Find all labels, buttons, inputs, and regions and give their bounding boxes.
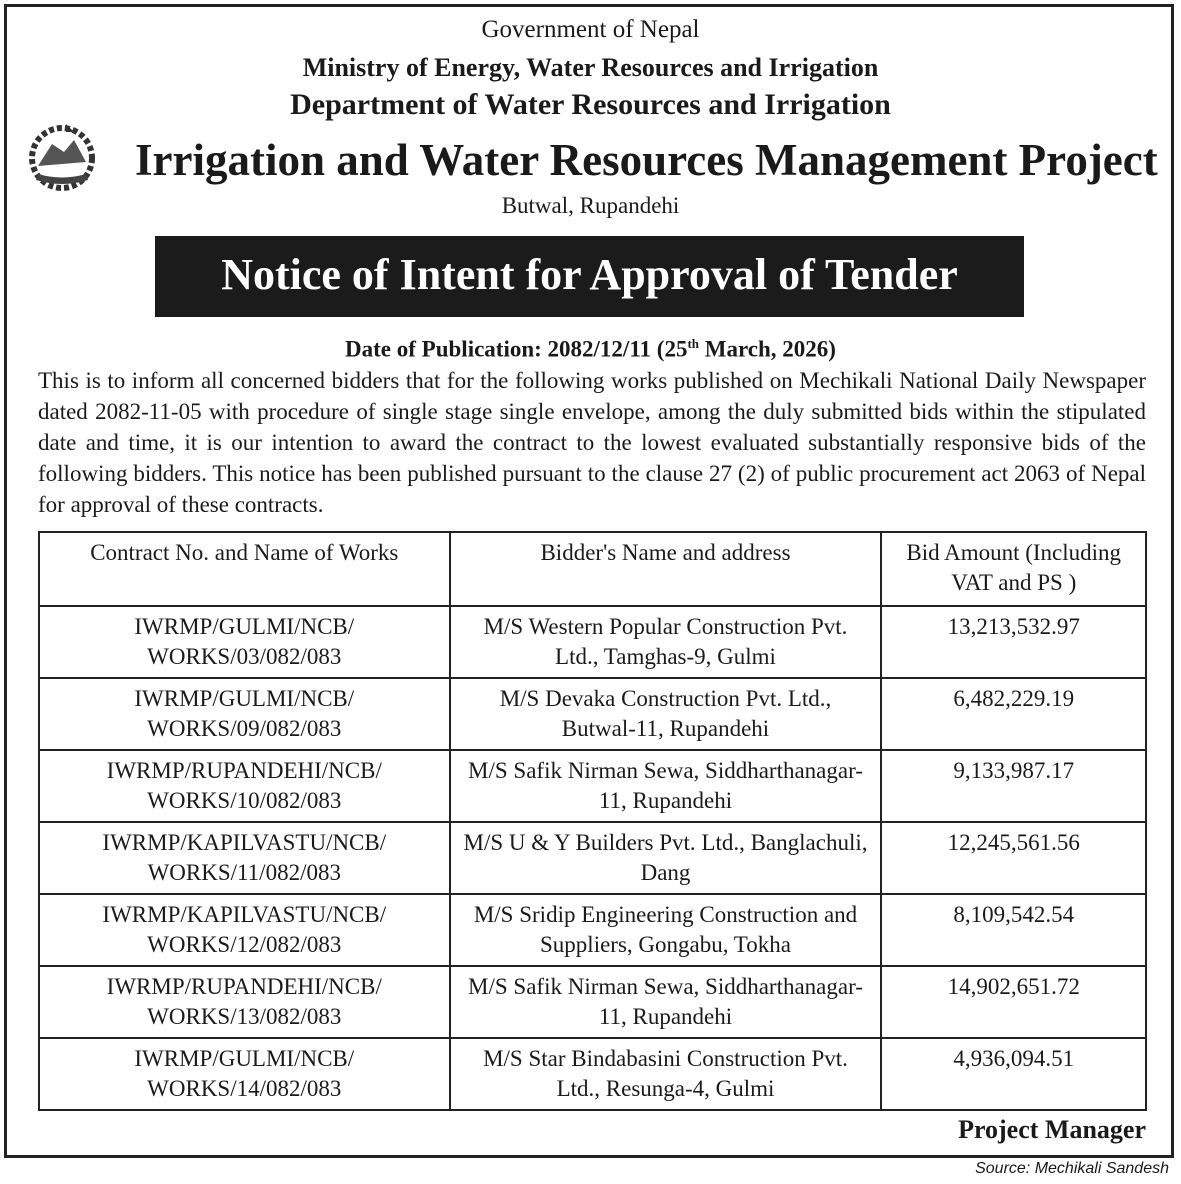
table-row [39, 678, 1146, 750]
header-contract: Contract No. and Name of Works [39, 532, 450, 606]
nepal-emblem-icon [22, 118, 102, 194]
government-heading: Government of Nepal [481, 16, 700, 43]
contract-cell: IWRMP/GULMI/NCB/ WORKS/03/082/083 [39, 606, 450, 678]
amount-cell: 13,213,532.97 [881, 606, 1146, 678]
table-row [39, 606, 1146, 678]
date-sup: th [687, 336, 700, 351]
contract-cell: IWRMP/GULMI/NCB/ WORKS/09/082/083 [39, 678, 450, 750]
amount-cell: 9,133,987.17 [881, 750, 1146, 822]
header-bidder: Bidder's Name and address [450, 532, 882, 606]
ministry-heading: Ministry of Energy, Water Resources and Irrigation [302, 53, 879, 82]
amount-cell: 14,902,651.72 [881, 966, 1146, 1038]
bidder-cell: M/S Safik Nirman Sewa, Siddharthanagar-11, Rupandehi [450, 750, 882, 822]
date-suffix: March, 2026) [699, 336, 836, 362]
amount-cell: 12,245,561.56 [881, 822, 1146, 894]
table-row [39, 894, 1146, 966]
table-row [39, 822, 1146, 894]
date-prefix: Date of Publication: 2082/12/11 (25 [345, 336, 688, 362]
amount-cell: 4,936,094.51 [881, 1038, 1146, 1110]
project-heading: Irrigation and Water Resources Management Project [135, 135, 1158, 185]
amount-cell: 8,109,542.54 [881, 894, 1146, 966]
bidder-cell: M/S U & Y Builders Pvt. Ltd., Banglachuli, Dang [450, 822, 882, 894]
department-heading: Department of Water Resources and Irrigation [290, 88, 891, 121]
table-row [39, 1038, 1146, 1110]
bidder-cell: M/S Devaka Construction Pvt. Ltd., Butwal-11, Rupandehi [450, 678, 882, 750]
location-text: Butwal, Rupandehi [501, 193, 680, 218]
bidder-cell: M/S Western Popular Construction Pvt. Ltd., Tamghas-9, Gulmi [450, 606, 882, 678]
header-amount: Bid Amount (Including VAT and PS ) [881, 532, 1146, 606]
signatory: Project Manager [958, 1115, 1146, 1144]
bidder-cell: M/S Star Bindabasini Construction Pvt. Ltd., Resunga-4, Gulmi [450, 1038, 882, 1110]
notice-body: This is to inform all concerned bidders that for the following works published on Mechikali National Daily Newspaper dated 2082-11-05 with procedure of single stage single envelope, among the duly submitted bids within the stipulated date and time, it is our intention to award the contract to the lowest evaluated substantially responsive bids of the following bidders. This notice has been published pursuant to the clause 27 (2) of public procurement act 2063 of Nepal for approval of these contracts. [38, 368, 1146, 517]
bidder-cell: M/S Sridip Engineering Construction and Suppliers, Gongabu, Tokha [450, 894, 882, 966]
table-header-row [39, 532, 1146, 606]
notice-title: Notice of Intent for Approval of Tender [155, 236, 1024, 317]
contract-cell: IWRMP/RUPANDEHI/NCB/ WORKS/13/082/083 [39, 966, 450, 1038]
publication-date [0, 336, 1181, 363]
source-credit: Source: Mechikali Sandesh [975, 1160, 1169, 1177]
contract-cell: IWRMP/RUPANDEHI/NCB/ WORKS/10/082/083 [39, 750, 450, 822]
table-row [39, 966, 1146, 1038]
contract-cell: IWRMP/GULMI/NCB/ WORKS/14/082/083 [39, 1038, 450, 1110]
contract-cell: IWRMP/KAPILVASTU/NCB/ WORKS/12/082/083 [39, 894, 450, 966]
awards-table [38, 531, 1147, 1111]
bidder-cell: M/S Safik Nirman Sewa, Siddharthanagar-11, Rupandehi [450, 966, 882, 1038]
amount-cell: 6,482,229.19 [881, 678, 1146, 750]
contract-cell: IWRMP/KAPILVASTU/NCB/ WORKS/11/082/083 [39, 822, 450, 894]
table-row [39, 750, 1146, 822]
